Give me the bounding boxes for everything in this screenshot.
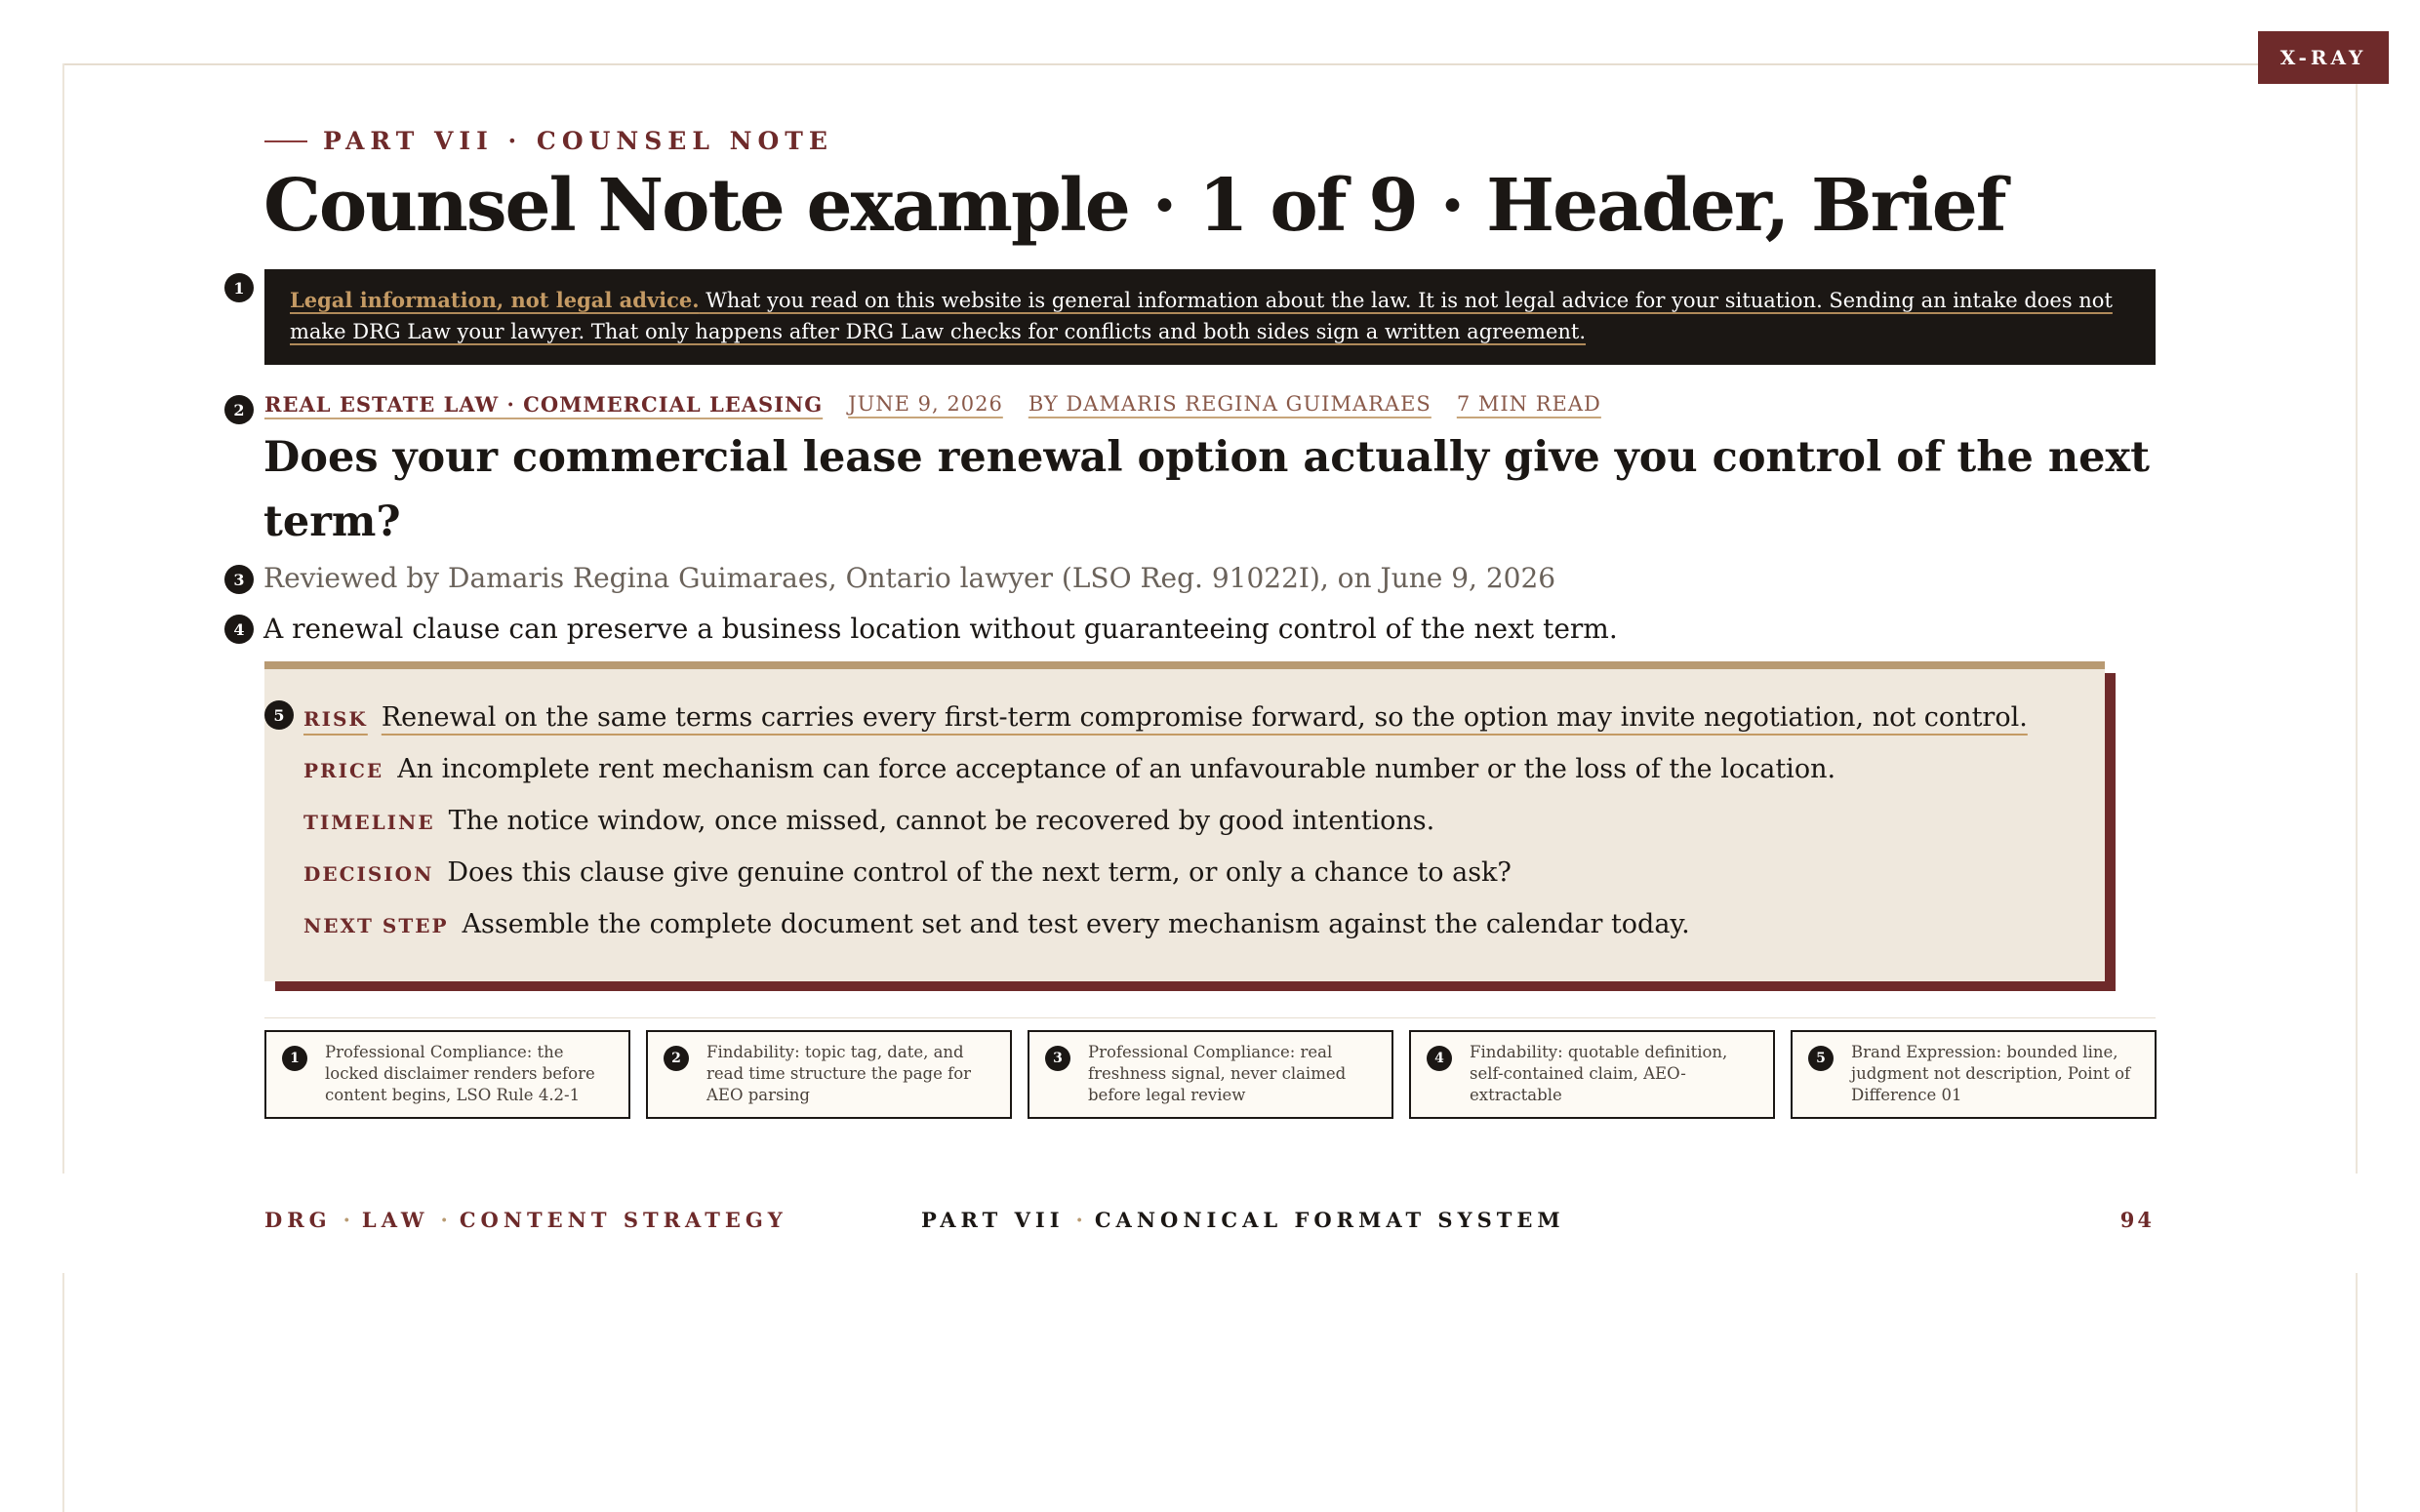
annotation-divider <box>264 1017 2156 1018</box>
marker-3: 3 <box>224 565 254 594</box>
annotation-card-3 <box>1028 1030 1393 1119</box>
footer-brand-part: LAW <box>361 1208 429 1232</box>
brief-label: RISK <box>303 707 368 731</box>
marker-2: 2 <box>224 395 254 424</box>
marker-4: 4 <box>224 615 254 644</box>
article-meta <box>264 392 1601 417</box>
brief-label: DECISION <box>303 862 434 886</box>
brief-row-next-step <box>303 909 2105 961</box>
card-text: Findability: quotable definition, self-contained claim, AEO-extractable <box>1470 1043 1728 1104</box>
eyebrow-rule <box>264 140 307 142</box>
brief-label: TIMELINE <box>303 811 435 834</box>
card-text: Professional Compliance: real freshness signal, never claimed before legal review <box>1088 1043 1347 1104</box>
card-marker: 2 <box>664 1046 689 1071</box>
footer-section-part: CANONICAL FORMAT SYSTEM <box>1094 1208 1565 1232</box>
page-frame-left-lower <box>62 1273 64 1512</box>
page-frame-left <box>62 63 64 1174</box>
read-time: 7 MIN READ <box>1456 392 1601 416</box>
brief-text: Does this clause give genuine control of the next term, or only a chance to ask? <box>447 857 1512 888</box>
page-frame-right-lower <box>2356 1273 2358 1512</box>
footer-section-part: PART VII <box>921 1208 1065 1232</box>
footer-separator: · <box>1075 1208 1083 1232</box>
footer-brand-part: CONTENT STRATEGY <box>459 1208 787 1232</box>
eyebrow-text: PART VII · COUNSEL NOTE <box>323 127 833 155</box>
card-marker: 1 <box>282 1046 307 1071</box>
brief-text: Assemble the complete document set and test every mechanism against the calendar today. <box>462 909 1690 939</box>
card-marker: 3 <box>1045 1046 1070 1071</box>
annotation-card-1 <box>264 1030 630 1119</box>
article-headline: Does your commercial lease renewal option actually give you control of the next term? <box>263 433 2151 546</box>
brief-row-risk <box>303 702 2105 754</box>
eyebrow <box>264 127 833 155</box>
brief-row-timeline <box>303 806 2105 857</box>
brief-label: PRICE <box>303 759 384 782</box>
annotation-card-4 <box>1409 1030 1775 1119</box>
footer-separator: · <box>343 1208 350 1232</box>
page-title: Counsel Note example · 1 of 9 · Header, Brief <box>263 164 2005 248</box>
brief-text: An incomplete rent mechanism can force acceptance of an unfavourable number or the loss of the location. <box>397 754 1836 784</box>
topic-tag[interactable]: REAL ESTATE LAW · COMMERCIAL LEASING <box>264 392 824 417</box>
card-text: Brand Expression: bounded line, judgment not description, Point of Difference 01 <box>1851 1043 2131 1104</box>
annotation-cards <box>264 1030 2157 1119</box>
publish-date: JUNE 9, 2026 <box>848 392 1003 416</box>
author-byline[interactable]: BY DAMARIS REGINA GUIMARAES <box>1028 392 1432 416</box>
brief-row-decision <box>303 857 2105 909</box>
annotation-card-2 <box>646 1030 1012 1119</box>
footer-section <box>921 1208 1565 1232</box>
reviewed-by: Reviewed by Damaris Regina Guimaraes, Ontario lawyer (LSO Reg. 91022I), on June 9, 2026 <box>263 562 1556 594</box>
marker-5: 5 <box>264 700 294 730</box>
brief-row-price <box>303 754 2105 806</box>
card-marker: 5 <box>1808 1046 1834 1071</box>
marker-1: 1 <box>224 273 254 302</box>
footer-brand <box>264 1208 787 1232</box>
page-frame-top <box>62 63 2358 65</box>
brief-text: The notice window, once missed, cannot be recovered by good intentions. <box>448 806 1435 836</box>
disclaimer-banner <box>264 269 2156 365</box>
brief-panel <box>264 661 2105 981</box>
page-frame-right <box>2356 63 2358 1174</box>
card-text: Professional Compliance: the locked disclaimer renders before content begins, LSO Rule 4.2-1 <box>325 1043 595 1104</box>
brief-label: NEXT STEP <box>303 914 449 937</box>
definition-line: A renewal clause can preserve a business location without guaranteeing control of the next term. <box>263 613 1618 645</box>
brief-text: Renewal on the same terms carries every first-term compromise forward, so the option may invite negotiation, not control. <box>381 702 2028 733</box>
footer-brand-part: DRG <box>264 1208 332 1232</box>
card-text: Findability: topic tag, date, and read time structure the page for AEO parsing <box>706 1043 972 1104</box>
disclaimer-lead: Legal information, not legal advice. <box>290 288 700 312</box>
card-marker: 4 <box>1427 1046 1452 1071</box>
footer-separator: · <box>440 1208 448 1232</box>
annotation-card-5 <box>1791 1030 2157 1119</box>
disclaimer-body: What you read on this website is general information about the law. It is not legal advice for your situation. Sending an intake does not make DRG Law your lawyer. That only happens after DRG Law checks for conflicts and both sides sign a written agreement. <box>290 289 2113 343</box>
page-number: 94 <box>2119 1208 2155 1232</box>
xray-badge[interactable]: X-RAY <box>2258 31 2389 84</box>
